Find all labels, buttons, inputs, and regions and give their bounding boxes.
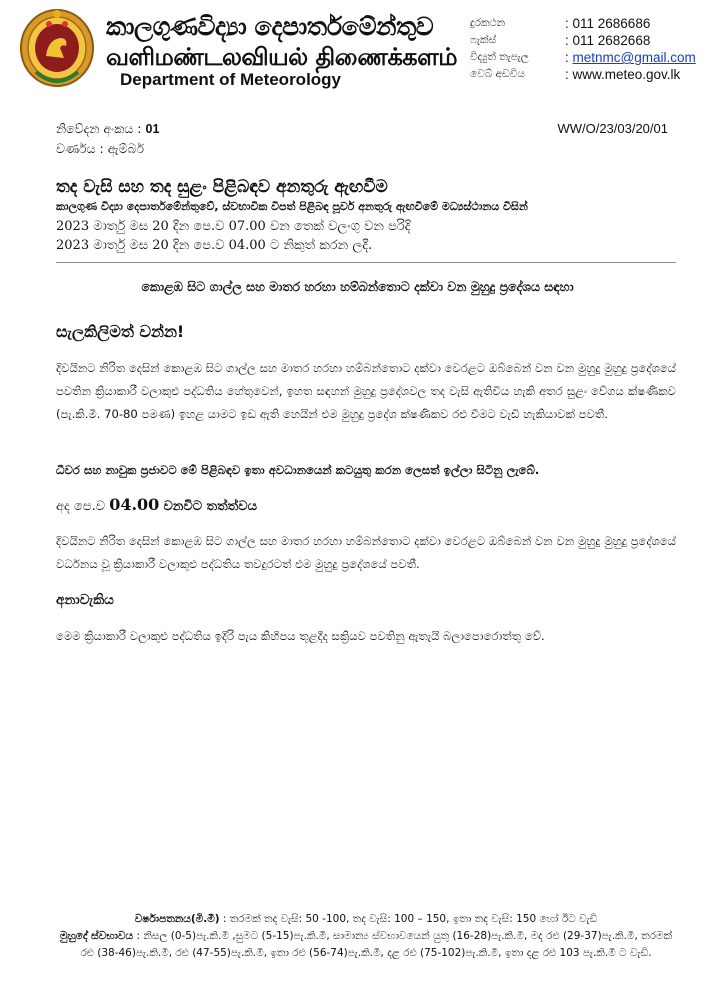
contact-website <box>470 66 710 83</box>
department-name-english: Department of Meteorology <box>120 70 342 89</box>
email-link[interactable]: metnmc@gmail.com <box>572 50 696 65</box>
issue-details <box>56 217 411 255</box>
affected-area: කොළඹ සිට ගාල්ල සහ මාතර හරහා හම්බන්තොට දක්වා වන මුහුදු ප්‍රදේශය සඳහා <box>141 279 574 294</box>
warning-paragraph: දිවයිනට නිරිත දෙසින් කොළඹ සිට ගාල්ල සහ මාතර හරහා හම්බන්තොට දක්වා වෙරළට ඔබ්බෙන් වන වන මුහුදු මුහුදු ප්‍රදේශයේ පවතින ක්‍රියාකාරී වලාකුළු පද්ධතිය හේතුවෙන්, ඉහත සඳහන් මුහුදු ප්‍රදේශවල තද වැසි ඇතිවිය හැකි අතර සුළං වේගය ක්ෂණිකව (පැ.කි.මී. 70-80 පමණ) ඉහළ යාමට ඉඩ ඇති හෙයින් එම මුහුදු ප්‍රදේශ ක්ෂණිකව රළු වීමට වැඩි හැකියාවක් පවතී. <box>56 361 676 421</box>
email-prefix: : <box>565 50 573 65</box>
contact-label: දුරකථන <box>470 17 506 29</box>
warning-title: තද වැසි සහ තද සුළං පිළිබඳව අනතුරු ඇඟවීම <box>56 177 388 197</box>
department-name-tamil: வளிமண்டலவியல் திணைக்களம் <box>106 43 458 71</box>
contact-label: ෆැක්ස් <box>470 34 497 46</box>
status-paragraph: දිවයිනට නිරිත දෙසින් කොළඹ සිට ගාල්ල සහ මාතර හරහා හම්බන්තොට දක්වා වෙරළට ඔබ්බෙන් වන වන මුහුදු මුහුදු ප්‍රදේශයේ වර්ධනය වූ ක්‍රියාකාරී වලාකුළු පද්ධතිය තවදුරටත් එම මුහුදු ප්‍රදේශයේ පවතී. <box>56 534 676 571</box>
status-prefix: අද පෙ.ව <box>56 499 106 514</box>
validity-line: 2023 මාර්තු මස 20 දින පෙ.ව 07.00 වන තෙක් වලංගු වන පරිදි <box>56 219 411 234</box>
contact-label: වෙබ් අඩවිය <box>470 68 525 80</box>
bulletin-number-value: 01 <box>145 122 160 136</box>
bulletin-meta <box>56 119 668 158</box>
contact-label: විද්‍යුත් තැපැල <box>470 51 529 63</box>
contact-fax <box>470 32 710 49</box>
bulletin-number-label: නිවේදන අංකය : <box>56 121 142 136</box>
status-time: 04.00 <box>109 495 160 514</box>
bulletin-reference: WW/O/23/03/20/01 <box>557 121 668 136</box>
sri-lanka-emblem-icon <box>16 6 98 94</box>
bulletin-colour: වර්ණය : ඇම්බර් <box>56 141 145 156</box>
contact-value: : www.meteo.gov.lk <box>565 67 681 82</box>
contact-value: : 011 2686686 <box>565 16 651 31</box>
status-label: වනවිට තත්ත්වය <box>163 499 257 514</box>
forecast-heading: අනාවැකිය <box>56 592 114 608</box>
contact-value <box>565 50 696 65</box>
issued-line: 2023 මාර්තු මස 20 දින පෙ.ව 04.00 ට නිකුත් කරන ලදී. <box>56 238 373 253</box>
footer-notes <box>56 911 676 962</box>
rainfall-text: : තරමක් තද වැසි: 50 -100, තද වැසි: 100 – 150, ඉතා තද වැසි: 150 හෝ ඊට වැඩි <box>219 913 598 925</box>
warning-subtitle: කාලගුණ විද්‍යා දෙපාර්තමේන්තුවේ, ස්වභාවික විපත් පිළිබඳ පූර්ව අනතුරු ඇඟවීමේ මධ්‍යස්ථානය විසින් <box>56 200 528 213</box>
rainfall-legend <box>56 911 676 928</box>
attention-heading: සැලකිලිමත් වන්න! <box>56 322 185 341</box>
sea-state-label: මුහුදේ ස්වභාවය <box>59 930 134 942</box>
contact-value: : 011 2682668 <box>565 33 651 48</box>
department-name-sinhala: කාලගුණවිද්‍යා දෙපාර්තමේන්තුව <box>106 12 434 41</box>
sea-state-text: : නිසල (0-5)පැ.කි.මී ,සුමට (5-15)පැ.කි.මී, සාමාන්‍ය ස්වභාවයෙන් යුතු (16-28)පැ.කි.මී, මද රළු (29-37)පැ.කි.මී, තරමක් රළු (38-46)පැ.කි.මී, රළු (47-55)පැ.කි.මී, ඉතා රළු (56-74)පැ.කි.මී, දළ රළු (75-102)පැ.කි.මී, ඉතා දළ රළු 103 පැ.කි.මී ට වැඩි. <box>80 930 673 959</box>
contact-block <box>470 15 710 83</box>
status-heading <box>56 495 257 514</box>
advisory-paragraph: ධීවර සහ නාවුක ප්‍රජාවට මේ පිළිබඳව ඉතා අවධානයෙන් කටයුතු කරන ලෙසත් ඉල්ලා සිටිනු ලැබේ. <box>56 463 540 477</box>
divider <box>56 262 676 263</box>
contact-email <box>470 49 710 66</box>
contact-phone <box>470 15 710 32</box>
forecast-paragraph: මෙම ක්‍රියාකාරී වලාකුළු පද්ධතිය ඉදිරි පැය කිහිපය තුළදීද සක්‍රියව පවතිනු ඇතැයි බලාපොරොත්තු වේ. <box>56 629 545 643</box>
sea-state-legend <box>56 928 676 962</box>
rainfall-label: වර්ෂාපතනය(මි.මී) <box>134 913 220 925</box>
